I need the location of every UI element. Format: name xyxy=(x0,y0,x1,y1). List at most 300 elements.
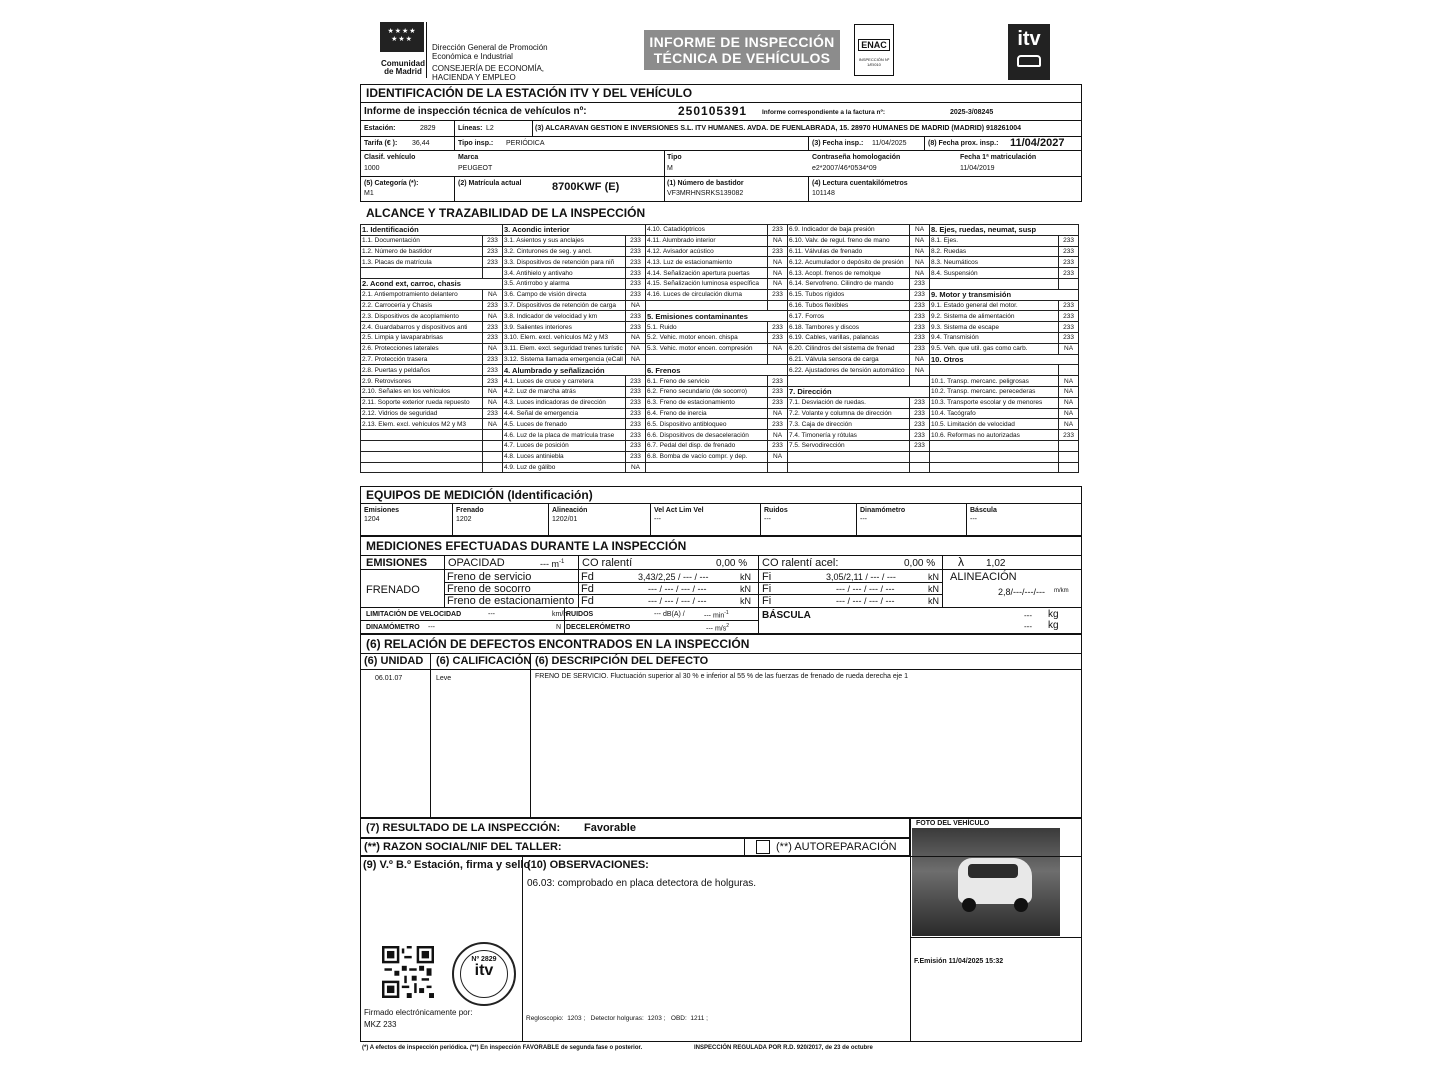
scope-item-result: NA xyxy=(626,332,646,343)
scope-row xyxy=(361,451,1079,462)
scope-item-result: NA xyxy=(626,343,646,354)
scope-item-result: NA xyxy=(483,343,503,354)
scope-item-result: NA xyxy=(768,257,788,268)
scope-item-result: 233 xyxy=(1059,332,1079,343)
photo-label: FOTO DEL VEHÍCULO xyxy=(916,820,990,827)
plate-value: 8700KWF (E) xyxy=(552,181,620,193)
scope-item-label: 3.7. Dispositivos de retención de carga xyxy=(503,300,626,311)
scope-item-label: 3.3. Dispositivos de retención para niñ xyxy=(503,257,626,268)
scope-item-label: 6.6. Dispositivos de desaceleración xyxy=(646,430,768,441)
defect-unit: 06.01.07 xyxy=(375,675,403,682)
scope-item-result xyxy=(1059,462,1079,473)
scope-item-label xyxy=(646,462,768,473)
scope-item-label: 4.2. Luz de marcha atrás xyxy=(503,386,626,397)
scope-item-result: 233 xyxy=(483,246,503,257)
col-desc: (6) DESCRIPCIÓN DEL DEFECTO xyxy=(535,655,709,667)
col-unit: (6) UNIDAD xyxy=(364,655,424,667)
scope-item-label: 6.10. Valv. de regul. freno de mano xyxy=(788,235,910,246)
scope-item-label: 7. Dirección xyxy=(788,386,930,397)
observations-text: 06.03: comprobado en placa detectora de holguras. xyxy=(527,878,757,889)
scope-item-label: 9. Motor y transmisión xyxy=(930,289,1079,300)
scope-item-result: 233 xyxy=(626,311,646,322)
kg-unit: kg xyxy=(1048,620,1059,631)
scope-item-result: 233 xyxy=(626,246,646,257)
scope-table xyxy=(360,224,1079,473)
scope-item-result: 233 xyxy=(483,332,503,343)
noise-label: RUIDOS xyxy=(566,611,594,618)
equipment-value: --- xyxy=(860,516,867,523)
scope-item-label: 6.17. Forros xyxy=(788,311,910,322)
scope-item-result xyxy=(483,462,503,473)
scope-item-result: 233 xyxy=(483,300,503,311)
station-stamp: Nº 2829 itv xyxy=(452,942,516,1006)
self-repair-label: (**) AUTOREPARACIÓN xyxy=(776,841,897,853)
kn-unit: kN xyxy=(740,572,751,582)
scope-item-label: 4. Alumbrado y señalización xyxy=(503,365,646,376)
scope-item-result: 233 xyxy=(1059,257,1079,268)
scope-row xyxy=(361,257,1079,268)
scope-item-label: 3.12. Sistema llamada emergencia (eCall xyxy=(503,354,626,365)
scope-item-label: 6.20. Cilindros del sistema de frenad xyxy=(788,343,910,354)
noise-value2: --- $\min^{-1}$ xyxy=(704,610,729,620)
station-value: 2829 xyxy=(420,125,436,132)
scope-item-label: 2.9. Retrovisores xyxy=(361,376,483,387)
dyn-value: --- xyxy=(428,624,435,631)
emissions-label: EMISIONES xyxy=(366,557,428,569)
scope-item-label: 3.6. Campo de visión directa xyxy=(503,289,626,300)
scope-item-label: 10.1. Transp. mercanc. peligrosas xyxy=(930,376,1059,387)
scope-item-result: 233 xyxy=(768,322,788,333)
scope-row xyxy=(361,300,1079,311)
scope-item-label xyxy=(788,462,910,473)
scope-item-result: 233 xyxy=(626,322,646,333)
emergency-brake-label: Freno de socorro xyxy=(447,583,531,595)
co-idle-label: CO ralentí xyxy=(582,557,633,569)
scope-item-label: 3.4. Antihielo y antivaho xyxy=(503,268,626,279)
equipment-value: --- xyxy=(654,516,661,523)
devices-line: Regloscopio: 1203 ; Detector holguras: 1203 ; OBD: 1211 ; xyxy=(526,1015,708,1022)
scope-item-result: NA xyxy=(483,311,503,322)
scope-item-result: 233 xyxy=(910,440,930,451)
braking-label: FRENADO xyxy=(366,584,420,596)
scope-row xyxy=(361,462,1079,473)
scope-item-result: 233 xyxy=(1059,430,1079,441)
scope-item-result: NA xyxy=(910,257,930,268)
qr-code-icon xyxy=(382,946,434,998)
scope-item-result: 233 xyxy=(626,278,646,289)
scope-row xyxy=(361,408,1079,419)
equipment-label: Ruidos xyxy=(764,507,788,514)
scope-item-result: 233 xyxy=(768,376,788,387)
report-number: 250105391 xyxy=(678,104,748,118)
scope-item-result: NA xyxy=(1059,386,1079,397)
kn-unit: kN xyxy=(928,572,939,582)
scope-item-label: 8. Ejes, ruedas, neumat, susp xyxy=(930,225,1079,236)
speed-limit-label: LIMITACIÓN DE VELOCIDAD xyxy=(366,611,462,618)
scope-item-result: 233 xyxy=(626,257,646,268)
scope-item-result: 233 xyxy=(768,332,788,343)
scope-item-label xyxy=(930,462,1059,473)
equipment-label: Dinamómetro xyxy=(860,507,906,514)
decel-label: DECELERÓMETRO xyxy=(566,624,631,631)
homolog-value: e2*2007/46*0534*09 xyxy=(812,165,877,172)
service-fd-label: Fd xyxy=(581,571,594,583)
scope-row xyxy=(361,268,1079,279)
scope-item-label: 2.13. Elem. excl. vehículos M2 y M3 xyxy=(361,419,483,430)
lambda-value: 1,02 xyxy=(986,558,1006,569)
noise-value: --- dB(A) / xyxy=(654,611,685,618)
scope-item-label: 4.12. Avisador acústico xyxy=(646,246,768,257)
scope-item-label: 4.13. Luz de estacionamiento xyxy=(646,257,768,268)
scope-item-result: NA xyxy=(1059,397,1079,408)
scope-item-result xyxy=(910,451,930,462)
scope-item-label: 8.1. Ejes. xyxy=(930,235,1059,246)
service-fi-value: 3,05/2,11 / --- / --- xyxy=(826,572,896,582)
result-value: Favorable xyxy=(584,822,636,834)
scope-item-label: 6.14. Servofreno. Cilindro de mando xyxy=(788,278,910,289)
co-idle-value: 0,00 % xyxy=(716,558,748,569)
scope-item-result: 233 xyxy=(768,246,788,257)
scope-item-result: 233 xyxy=(483,408,503,419)
scope-row xyxy=(361,440,1079,451)
scope-item-result: NA xyxy=(626,354,646,365)
emergency-fi-label: Fi xyxy=(762,583,772,595)
scope-item-result xyxy=(910,376,930,387)
scope-item-label: 6.9. Indicador de baja presión xyxy=(788,225,910,236)
scope-item-result: 233 xyxy=(910,278,930,289)
equipment-label: Vel Act Lim Vel xyxy=(654,507,704,514)
scope-item-label: 5.3. Vehic. motor encen. compresión xyxy=(646,343,768,354)
scope-item-result: NA xyxy=(768,408,788,419)
scope-item-result: 233 xyxy=(910,397,930,408)
scope-item-label: 2. Acond ext, carroc, chasis xyxy=(361,278,503,289)
scope-item-result: 233 xyxy=(1059,235,1079,246)
scope-item-label: 2.11. Soporte exterior rueda repuesto xyxy=(361,397,483,408)
workshop-label: (**) RAZON SOCIAL/NIF DEL TALLER: xyxy=(364,841,562,853)
scope-row xyxy=(361,311,1079,322)
invoice-label: Informe correspondiente a la factura nº: xyxy=(762,109,886,116)
scope-item-result: NA xyxy=(483,386,503,397)
footer-note: (*) A efectos de inspección periódica. (**) En inspección FAVORABLE de segunda fase o posterior. xyxy=(362,1045,643,1051)
decel-value: --- $m/s^2$ xyxy=(706,623,729,633)
scope-item-label: 3.1. Asientos y sus anclajes xyxy=(503,235,626,246)
signed-line-2: MKZ 233 xyxy=(364,1020,397,1029)
fee-label: Tarifa (€ ): xyxy=(364,140,398,147)
equipment-value: 1202 xyxy=(456,516,472,523)
dyn-unit: N xyxy=(556,624,562,631)
scope-item-label: 4.3. Luces indicadoras de dirección xyxy=(503,397,626,408)
scope-item-label: 4.10. Catadióptricos xyxy=(646,225,768,236)
scope-item-label: 6. Frenos xyxy=(646,365,788,376)
scope-item-label: 2.2. Carrocería y Chasis xyxy=(361,300,483,311)
scope-item-label: 4.9. Luz de gálibo xyxy=(503,462,626,473)
scope-item-label: 6.19. Cables, varillas, palancas xyxy=(788,332,910,343)
service-brake-label: Freno de servicio xyxy=(447,571,532,583)
alignment-label: ALINEACIÓN xyxy=(950,571,1017,583)
col-rating: (6) CALIFICACIÓN xyxy=(436,655,532,667)
scope-item-label: 2.3. Dispositivos de acoplamiento xyxy=(361,311,483,322)
report-banner: INFORME DE INSPECCIÓN TÉCNICA DE VEHÍCULOS xyxy=(644,30,840,70)
kn-unit: kN xyxy=(928,596,939,606)
scope-item-result: 233 xyxy=(910,408,930,419)
scope-item-result: 233 xyxy=(626,376,646,387)
scope-item-label: 10.3. Transporte escolar y de menores xyxy=(930,397,1059,408)
scope-item-label: 1.3. Placas de matrícula xyxy=(361,257,483,268)
itv-logo: itv xyxy=(1008,24,1050,80)
scope-item-result: NA xyxy=(626,300,646,311)
scope-item-label: 4.15. Señalización luminosa específica xyxy=(646,278,768,289)
scope-item-result: 233 xyxy=(768,419,788,430)
scope-item-label: 4.4. Señal de emergencia xyxy=(503,408,626,419)
scope-item-label: 7.4. Timonería y rótulas xyxy=(788,430,910,441)
scope-item-result xyxy=(483,268,503,279)
scope-row xyxy=(361,235,1079,246)
signed-line-1: Firmado electrónicamente por: xyxy=(364,1008,473,1017)
scope-item-result xyxy=(910,462,930,473)
scope-item-result: 233 xyxy=(1059,311,1079,322)
scope-item-result: 233 xyxy=(626,386,646,397)
scope-item-label: 3.9. Salientes interiores xyxy=(503,322,626,333)
plate-label: (2) Matrícula actual xyxy=(458,180,522,187)
alignment-value: 2,8/---/---/--- xyxy=(998,587,1045,597)
scope-item-result: NA xyxy=(910,365,930,376)
scope-item-result: NA xyxy=(483,419,503,430)
insp-type-label: Tipo insp.: xyxy=(458,140,494,147)
class-value: 1000 xyxy=(364,165,380,172)
scope-item-label: 2.1. Antiempotramiento delantero xyxy=(361,289,483,300)
emergency-fi-value: --- / --- / --- / --- xyxy=(836,584,895,594)
scope-item-result: 233 xyxy=(768,397,788,408)
scope-item-label: 3.11. Elem. excl. seguridad trenes turístic xyxy=(503,343,626,354)
scope-item-result xyxy=(768,300,788,311)
signature-label: (9) V.º B.º Estación, firma y sello xyxy=(363,859,531,871)
scope-row xyxy=(361,376,1079,387)
scope-row xyxy=(361,386,1079,397)
scope-item-result: NA xyxy=(910,246,930,257)
vin-label: (1) Número de bastidor xyxy=(667,180,744,187)
scope-item-label: 6.21. Válvula sensora de carga xyxy=(788,354,910,365)
scope-item-result xyxy=(483,451,503,462)
car-icon xyxy=(1017,55,1041,67)
scope-item-label: 1.1. Documentación xyxy=(361,235,483,246)
scope-item-result xyxy=(483,430,503,441)
scope-item-label: 5.1. Ruido xyxy=(646,322,768,333)
next-date-value: 11/04/2027 xyxy=(1010,137,1065,149)
scope-item-label: 2.7. Protección trasera xyxy=(361,354,483,365)
scope-item-result xyxy=(768,462,788,473)
first-reg-label: Fecha 1ª matriculación xyxy=(960,154,1037,161)
opacity-value: --- $m^{-1}$ xyxy=(540,559,565,569)
scope-item-result: 233 xyxy=(626,408,646,419)
parking-fd-label: Fd xyxy=(581,595,594,607)
scope-item-label xyxy=(361,462,483,473)
emergency-fd-value: --- / --- / --- / --- xyxy=(648,584,707,594)
org-name: Dirección General de Promoción Económica e Industrial CONSEJERÍA DE ECONOMÍA, HACIENDA Y EMPLEO xyxy=(432,43,548,82)
scope-item-result: NA xyxy=(910,268,930,279)
scope-row xyxy=(361,354,1079,365)
brand-value: PEUGEOT xyxy=(458,165,493,172)
scope-row xyxy=(361,343,1079,354)
scope-row xyxy=(361,419,1079,430)
scale-value-1: --- xyxy=(1024,611,1032,620)
alignment-unit: m/km xyxy=(1054,588,1069,594)
scope-item-label: 2.12. Vidrios de seguridad xyxy=(361,408,483,419)
scope-item-label: 6.1. Freno de servicio xyxy=(646,376,768,387)
scope-item-result: 233 xyxy=(910,311,930,322)
scope-item-result: 233 xyxy=(910,430,930,441)
scope-row xyxy=(361,332,1079,343)
kn-unit: kN xyxy=(740,584,751,594)
scope-item-result: NA xyxy=(768,268,788,279)
scope-item-result: 233 xyxy=(626,235,646,246)
scope-item-label: 6.3. Freno de estacionamiento xyxy=(646,397,768,408)
scope-item-label: 8.3. Neumáticos xyxy=(930,257,1059,268)
scope-row xyxy=(361,397,1079,408)
scope-item-label: 10.2. Transp. mercanc. perecederas xyxy=(930,386,1059,397)
equipment-label: Emisiones xyxy=(364,507,400,514)
scope-item-label: 1.2. Número de bastidor xyxy=(361,246,483,257)
scope-item-result: 233 xyxy=(910,419,930,430)
scope-item-label: 4.5. Luces de frenado xyxy=(503,419,626,430)
scope-row xyxy=(361,289,1079,300)
scope-item-label: 2.5. Limpia y lavaparabrisas xyxy=(361,332,483,343)
scope-item-label xyxy=(788,376,910,387)
scope-item-label: 6.11. Válvulas de frenado xyxy=(788,246,910,257)
measurements-title: MEDICIONES EFECTUADAS DURANTE LA INSPECCIÓN xyxy=(366,539,687,553)
scope-item-result: NA xyxy=(1059,408,1079,419)
community-name: Comunidad de Madrid xyxy=(381,59,425,76)
scope-item-label: 3. Acondic interior xyxy=(503,225,646,236)
scope-item-result: 233 xyxy=(910,322,930,333)
scope-item-label: 4.7. Luces de posición xyxy=(503,440,626,451)
scope-item-result: NA xyxy=(1059,376,1079,387)
scope-item-label: 2.6. Protecciones laterales xyxy=(361,343,483,354)
scope-item-result: 233 xyxy=(1059,246,1079,257)
scope-item-result: 233 xyxy=(910,300,930,311)
equipment-value: --- xyxy=(970,516,977,523)
insp-type-value: PERIÓDICA xyxy=(506,140,545,147)
scope-item-result xyxy=(1059,440,1079,451)
scope-item-label xyxy=(361,430,483,441)
dyn-label: DINAMÓMETRO xyxy=(366,624,420,631)
lines-label: Líneas: xyxy=(458,125,483,132)
defects-title: (6) RELACIÓN DE DEFECTOS ENCONTRADOS EN LA INSPECCIÓN xyxy=(366,637,750,651)
scope-item-label: 8.2. Ruedas xyxy=(930,246,1059,257)
scope-item-label: 4.14. Señalización apertura puertas xyxy=(646,268,768,279)
scope-item-result: NA xyxy=(910,235,930,246)
invoice-number: 2025-3/08245 xyxy=(950,109,994,116)
observations-label: (10) OBSERVACIONES: xyxy=(527,859,649,871)
scope-item-result: NA xyxy=(1059,343,1079,354)
scope-item-label: 2.8. Puertas y peldaños xyxy=(361,365,483,376)
station-label: Estación: xyxy=(364,125,396,132)
insp-date-value: 11/04/2025 xyxy=(872,140,907,147)
scope-item-result: 233 xyxy=(483,235,503,246)
scope-item-result xyxy=(1059,278,1079,289)
scope-item-label: 6.15. Tubos rígidos xyxy=(788,289,910,300)
scope-item-label xyxy=(930,278,1059,289)
scope-title: ALCANCE Y TRAZABILIDAD DE LA INSPECCIÓN xyxy=(366,206,646,220)
scope-item-result xyxy=(1059,451,1079,462)
scope-item-result: 233 xyxy=(626,397,646,408)
lambda-symbol: λ xyxy=(958,555,964,569)
scope-item-result: 233 xyxy=(626,268,646,279)
scope-item-result: 233 xyxy=(1059,300,1079,311)
scope-item-label: 6.18. Tambores y discos xyxy=(788,322,910,333)
scope-item-label: 9.1. Estado general del motor. xyxy=(930,300,1059,311)
scope-item-label: 1. Identificación xyxy=(361,225,503,236)
scope-item-label xyxy=(361,451,483,462)
scope-item-result: NA xyxy=(768,451,788,462)
scope-item-result: NA xyxy=(768,430,788,441)
co-idle-acc-value: 0,00 % xyxy=(904,558,936,569)
category-value: M1 xyxy=(364,190,374,197)
scope-item-label xyxy=(646,354,768,365)
scope-item-label: 6.5. Dispositivo antibloqueo xyxy=(646,419,768,430)
scope-item-label: 2.4. Guardabarros y dispositivos anti xyxy=(361,322,483,333)
enac-logo: ENAC INSPECCIÓN Nº 1/EI010 xyxy=(854,24,894,76)
scope-item-label: 7.2. Volante y columna de dirección xyxy=(788,408,910,419)
madrid-flag-icon: ★★★★ ★★★ xyxy=(380,22,424,52)
scope-item-result: 233 xyxy=(768,289,788,300)
brand-label: Marca xyxy=(458,154,479,161)
scope-item-label xyxy=(788,451,910,462)
scope-item-result: 233 xyxy=(626,419,646,430)
scope-item-result: 233 xyxy=(483,376,503,387)
scope-row xyxy=(361,322,1079,333)
ident-title: IDENTIFICACIÓN DE LA ESTACIÓN ITV Y DEL VEHÍCULO xyxy=(366,86,693,100)
scope-item-label: 10. Otros xyxy=(930,354,1079,365)
scope-item-label: 4.16. Luces de circulación diurna xyxy=(646,289,768,300)
self-repair-checkbox[interactable] xyxy=(756,840,770,854)
scope-item-label: 4.11. Alumbrado interior xyxy=(646,235,768,246)
scope-item-result xyxy=(768,354,788,365)
scope-item-label: 9.5. Veh. que util. gas como carb. xyxy=(930,343,1059,354)
scope-item-label xyxy=(930,365,1059,376)
first-reg-value: 11/04/2019 xyxy=(960,165,995,172)
scope-item-result: 233 xyxy=(1059,268,1079,279)
speed-unit: km/h xyxy=(552,611,568,618)
scope-item-label: 3.5. Antirrobo y alarma xyxy=(503,278,626,289)
scope-item-label: 9.2. Sistema de alimentación xyxy=(930,311,1059,322)
scope-item-result xyxy=(483,440,503,451)
scope-item-label xyxy=(361,440,483,451)
scope-row xyxy=(361,365,1079,376)
category-label: (5) Categoría (*): xyxy=(364,180,419,187)
service-fi-label: Fi xyxy=(762,571,772,583)
scope-item-label: 7.5. Servodirección xyxy=(788,440,910,451)
type-value: M xyxy=(667,165,673,172)
scope-row xyxy=(361,430,1079,441)
parking-fd-value: --- / --- / --- / --- xyxy=(648,596,707,606)
footer-regulation: INSPECCIÓN REGULADA POR R.D. 920/2017, de 23 de octubre xyxy=(694,1045,873,1051)
kg-unit: kg xyxy=(1048,609,1059,620)
scope-item-result: 233 xyxy=(483,257,503,268)
result-label: (7) RESULTADO DE LA INSPECCIÓN: xyxy=(366,822,561,834)
insp-date-label: (3) Fecha insp.: xyxy=(812,140,864,147)
scope-item-result: 233 xyxy=(768,386,788,397)
scope-item-result: 233 xyxy=(910,343,930,354)
scope-item-label: 4.6. Luz de la placa de matrícula trase xyxy=(503,430,626,441)
scope-item-label: 6.13. Acopl. frenos de remolque xyxy=(788,268,910,279)
report-label: Informe de inspección técnica de vehículos nº: xyxy=(364,106,587,117)
class-label: Clasif. vehículo xyxy=(364,154,416,161)
scope-item-result: 233 xyxy=(910,332,930,343)
equipment-label: Frenado xyxy=(456,507,484,514)
scope-item-label: 7.1. Desviación de ruedas. xyxy=(788,397,910,408)
scope-item-result: 233 xyxy=(483,365,503,376)
scope-row xyxy=(361,225,1079,236)
